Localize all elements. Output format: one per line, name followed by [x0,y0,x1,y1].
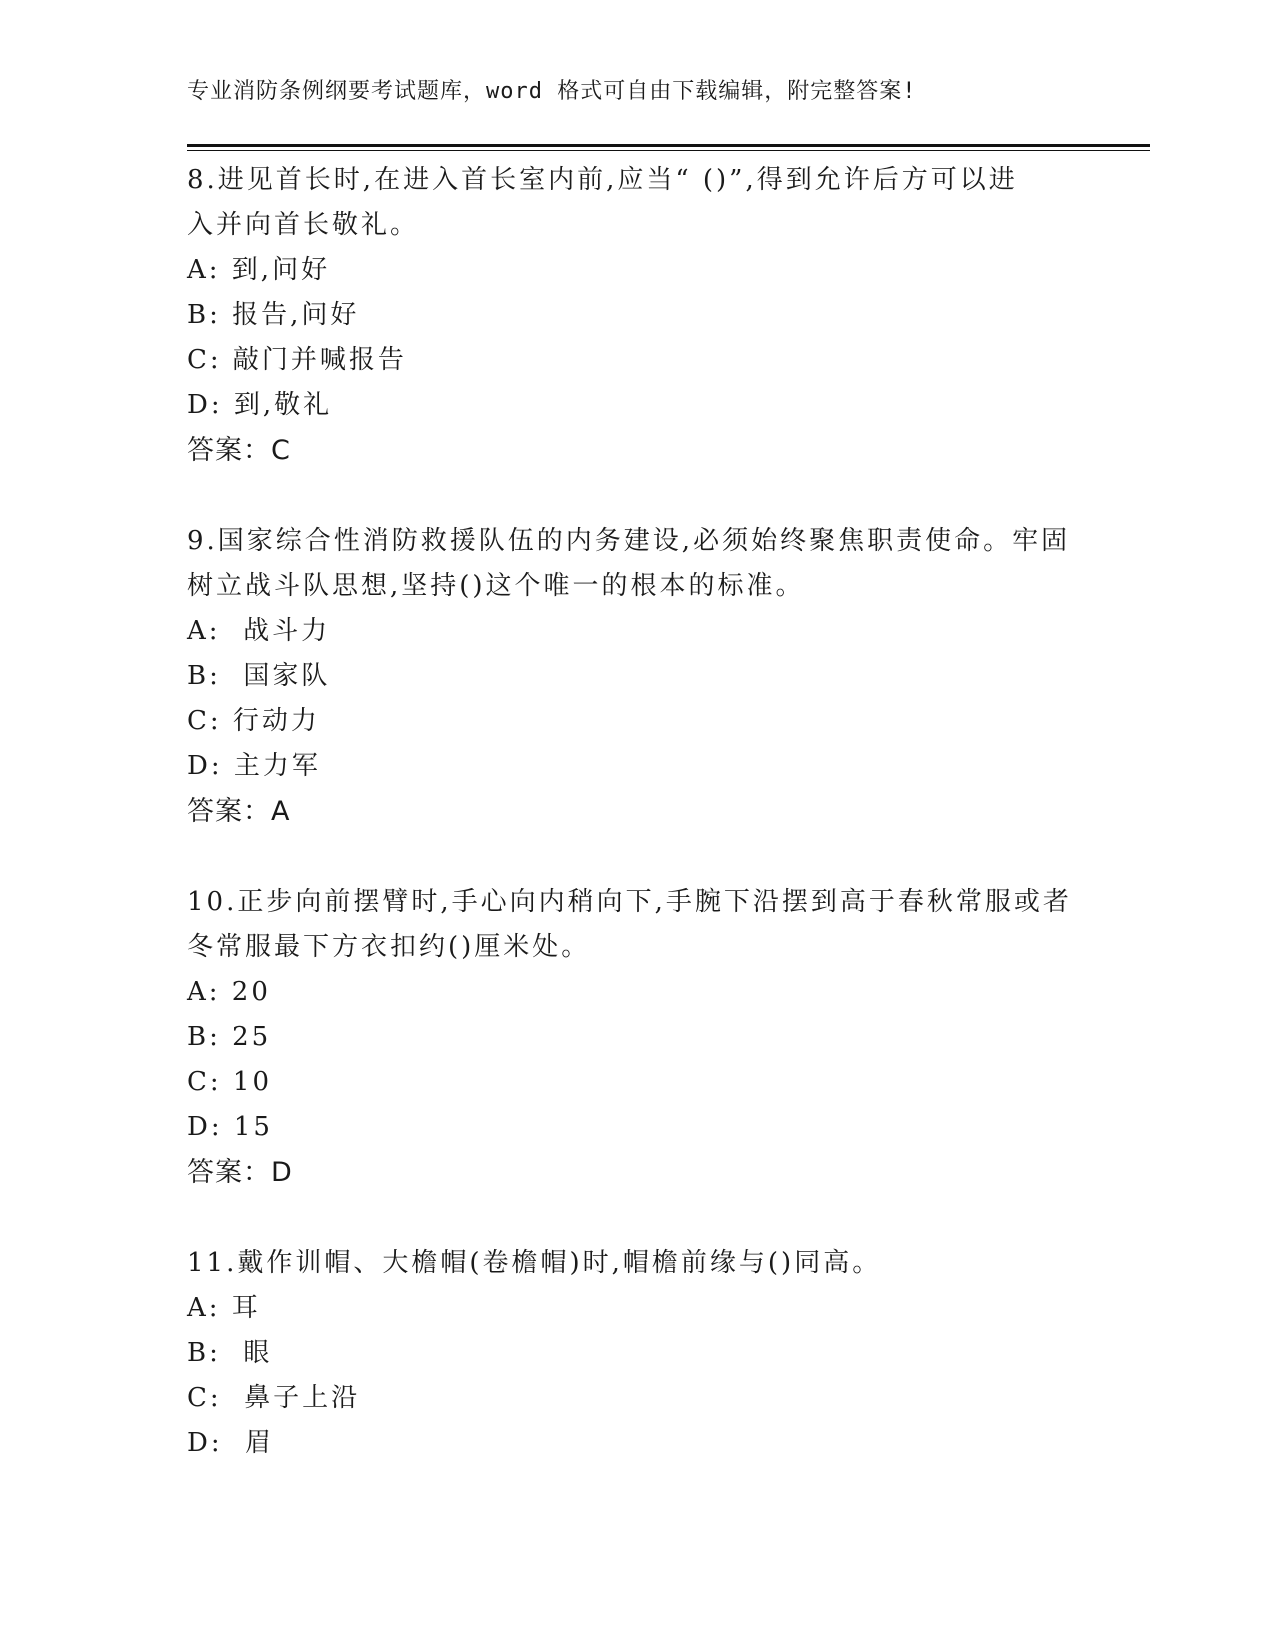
question-9 [187,519,1087,834]
question-stem: 9.国家综合性消防救援队伍的内务建设,必须始终聚焦职责使命。牢固 [187,526,1071,556]
question-stem: 11.戴作训帽、大檐帽(卷檐帽)时,帽檐前缘与()同高。 [187,1248,882,1278]
answer-line: 答案：C [187,435,291,466]
question-list [187,158,1087,1466]
question-stem: 8.进见首长时,在进入首长室内前,应当“ ()”,得到允许后方可以进 [187,165,1018,195]
option-c: C: 鼻子上沿 [187,1383,361,1413]
answer-line: 答案：D [187,1157,293,1188]
question-stem: 树立战斗队思想,坚持()这个唯一的根本的标准。 [187,571,805,601]
option-d: D: 眉 [187,1428,275,1458]
option-a: A: 耳 [187,1293,261,1323]
header-rule-thick [187,144,1150,147]
header-rule-thin [187,150,1150,151]
option-d: D: 到,敬礼 [187,390,333,420]
option-b: B: 报告,问好 [187,300,360,330]
question-stem: 冬常服最下方衣扣约()厘米处。 [187,932,591,962]
question-10 [187,880,1087,1195]
option-d: D: 主力军 [187,751,321,781]
question-11 [187,1241,1087,1466]
question-8 [187,158,1087,473]
option-d: D: 15 [187,1112,273,1142]
option-b: B: 国家队 [187,661,331,691]
question-stem: 入并向首长敬礼。 [187,210,420,240]
answer-line: 答案：A [187,796,291,827]
option-b: B: 眼 [187,1338,273,1368]
option-a: A: 战斗力 [187,616,331,646]
option-b: B: 25 [187,1022,272,1052]
question-stem: 10.正步向前摆臂时,手心向内稍向下,手腕下沿摆到高于春秋常服或者 [187,887,1072,917]
option-c: C: 敲门并喊报告 [187,345,407,375]
option-a: A: 20 [187,977,271,1007]
option-c: C: 行动力 [187,706,320,736]
option-c: C: 10 [187,1067,273,1097]
option-a: A: 到,问好 [187,255,331,285]
page-header: 专业消防条例纲要考试题库，word 格式可自由下载编辑，附完整答案! [187,79,917,104]
